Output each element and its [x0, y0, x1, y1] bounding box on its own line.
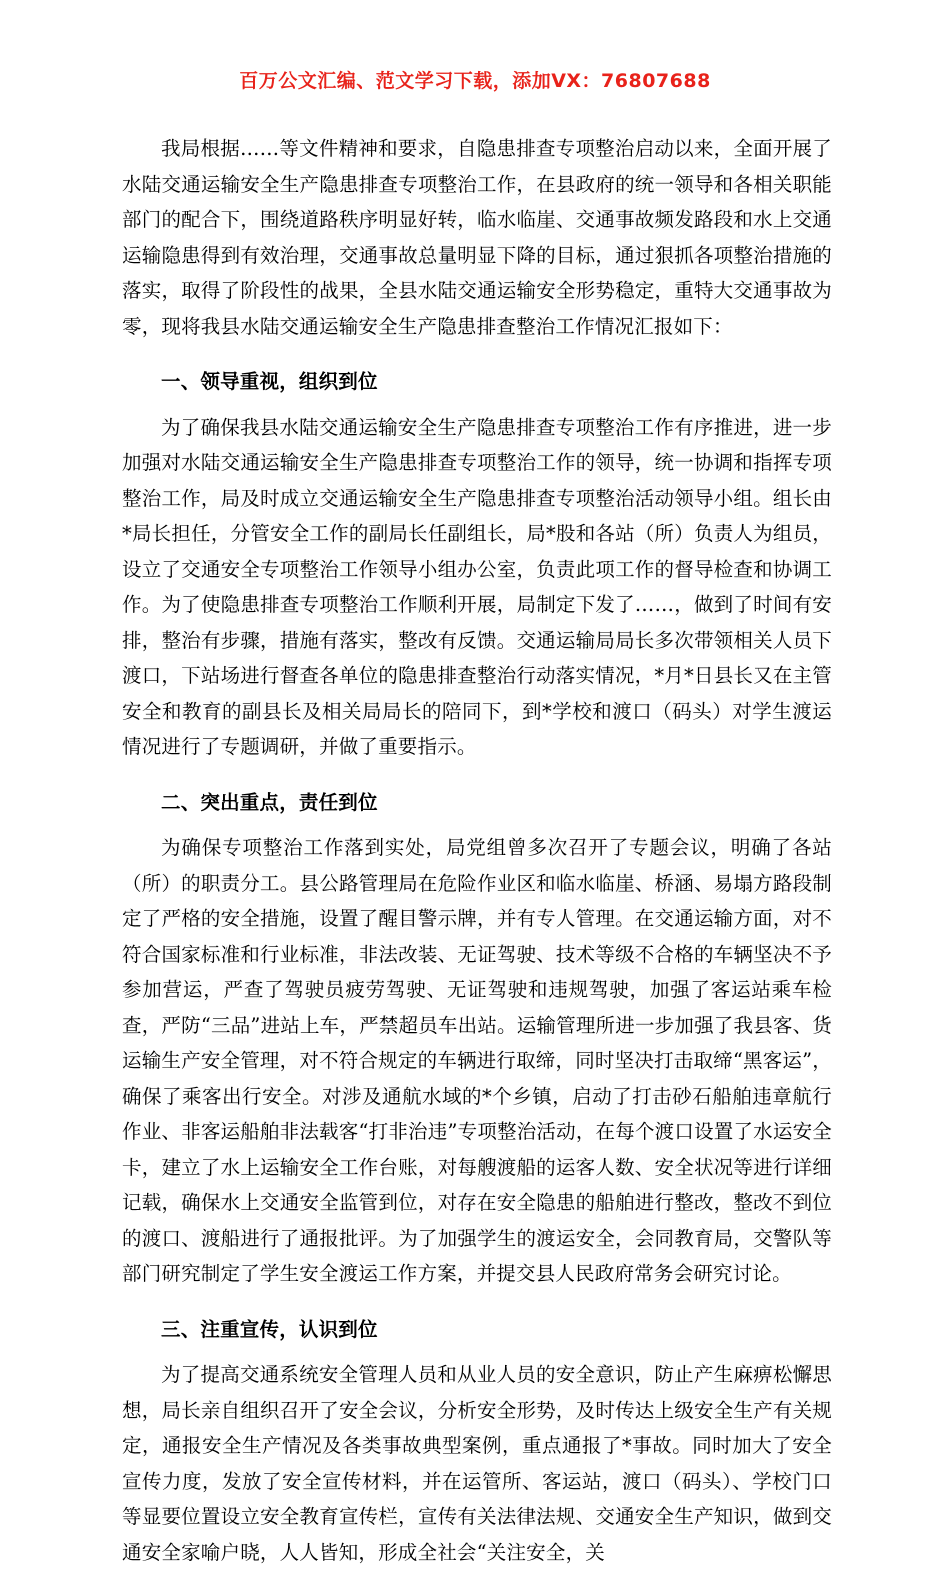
- section-heading-two: 二、突出重点，责任到位: [161, 790, 378, 814]
- section-three-paragraph: 为了提高交通系统安全管理人员和从业人员的安全意识，防止产生麻痹松懈思想，局长亲自组织召开了安全会议，分析安全形势，及时传达上级安全生产有关规定，通报安全生产情况及各类事故典型案例，重点通报了*事故。同时加大了安全宣传力度，发放了安全宣传材料，并在运管所、客运站，渡口（码头）、学校门口等显要位置设立安全教育宣传栏，宣传有关法律法规、交通安全生产知识，做到交通安全家喻户晓，人人皆知，形成全社会“关注安全，关: [122, 1363, 832, 1564]
- document-content: [0, 131, 950, 1570]
- section-heading-one: 一、领导重视，组织到位: [161, 370, 378, 393]
- promo-banner: 百万公文汇编、范文学习下载，添加VX：76807688: [239, 70, 711, 92]
- section-heading-three: 三、注重宣传，认识到位: [161, 1317, 378, 1341]
- intro-paragraph: 我局根据……等文件精神和要求，自隐患排查专项整治启动以来，全面开展了水陆交通运输安全生产隐患排查专项整治工作，在县政府的统一领导和各相关职能部门的配合下，围绕道路秩序明显好转，临水临崖、交通事故频发路段和水上交通运输隐患得到有效治理，交通事故总量明显下降的目标，通过狠抓各项整治措施的落实，取得了阶段性的战果，全县水陆交通运输安全形势稳定，重特大交通事故为零，现将我县水陆交通运输安全生产隐患排查整治工作情况汇报如下：: [122, 137, 832, 338]
- section-one-paragraph: 为了确保我县水陆交通运输安全生产隐患排查专项整治工作有序推进，进一步加强对水陆交通运输安全生产隐患排查专项整治工作的领导，统一协调和指挥专项整治工作，局及时成立交通运输安全生产隐患排查专项整治活动领导小组。组长由*局长担任，分管安全工作的副局长任副组长，局*股和各站（所）负责人为组员，设立了交通安全专项整治工作领导小组办公室，负责此项工作的督导检查和协调工作。为了使隐患排查专项整治工作顺利开展，局制定下发了……，做到了时间有安排，整治有步骤，措施有落实，整改有反馈。交通运输局局长多次带领相关人员下渡口，下站场进行督查各单位的隐患排查整治行动落实情况，*月*日县长又在主管安全和教育的副县长及相关局局长的陪同下，到*学校和渡口（码头）对学生渡运情况进行了专题调研，并做了重要指示。: [122, 415, 832, 758]
- section-two-paragraph: 为确保专项整治工作落到实处，局党组曾多次召开了专题会议，明确了各站（所）的职责分工。县公路管理局在危险作业区和临水临崖、桥涵、易塌方路段制定了严格的安全措施，设置了醒目警示牌，并有专人管理。在交通运输方面，对不符合国家标准和行业标准，非法改装、无证驾驶、技术等级不合格的车辆坚决不予参加营运，严查了驾驶员疲劳驾驶、无证驾驶和违规驾驶，加强了客运站乘车检查，严防“三品”进站上车，严禁超员车出站。运输管理所进一步加强了我县客、货运输生产安全管理，对不符合规定的车辆进行取缔，同时坚决打击取缔“黑客运”，确保了乘客出行安全。对涉及通航水域的*个乡镇，启动了打击砂石船舶违章航行作业、非客运船舶非法载客“打非治违”专项整治活动，在每个渡口设置了水运安全卡，建立了水上运输安全工作台账，对每艘渡船的运客人数、安全状况等进行详细记载，确保水上交通安全监管到位，对存在安全隐患的船舶进行整改，整改不到位的渡口、渡船进行了通报批评。为了加强学生的渡运安全，会同教育局，交警队等部门研究制定了学生安全渡运工作方案，并提交县人民政府常务会研究讨论。: [122, 836, 832, 1285]
